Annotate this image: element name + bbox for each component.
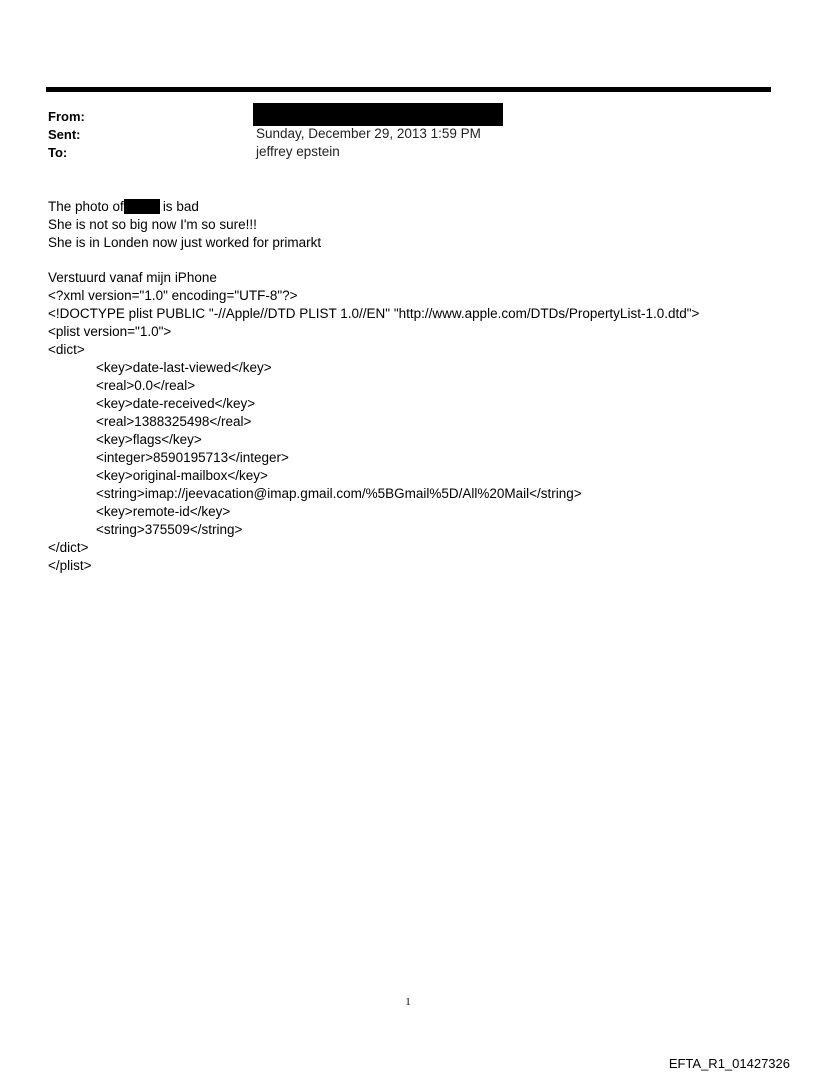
doctype-line: <!DOCTYPE plist PUBLIC "-//Apple//DTD PLIST 1.0//EN" "http://www.apple.com/DTDs/PropertyList-1.0.dtd"> <box>48 306 700 321</box>
dict-close: </dict> <box>48 540 89 555</box>
plist-close: </plist> <box>48 558 92 573</box>
message-line-3: She is in Londen now just worked for primarkt <box>48 235 322 250</box>
message-line-1 <box>48 198 199 216</box>
plist-entry: <key>date-last-viewed</key> <box>96 360 272 375</box>
plist-entry: <string>imap://jeevacation@imap.gmail.com/%5BGmail%5D/All%20Mail</string> <box>96 486 582 501</box>
document-id: EFTA_R1_01427326 <box>668 1056 790 1071</box>
to-value: jeffrey epstein <box>256 144 340 159</box>
sent-value: Sunday, December 29, 2013 1:59 PM <box>256 126 481 141</box>
message-line-1-prefix: The photo of <box>48 199 124 214</box>
plist-entry: <key>remote-id</key> <box>96 504 231 519</box>
sent-label: Sent: <box>48 127 81 142</box>
page-number: 1 <box>405 996 411 1008</box>
name-redaction <box>124 199 160 214</box>
xml-declaration: <?xml version="1.0" encoding="UTF-8"?> <box>48 288 298 303</box>
header-rule <box>46 87 771 92</box>
plist-entry: <key>flags</key> <box>96 432 202 447</box>
plist-open: <plist version="1.0"> <box>48 324 172 339</box>
message-line-2: She is not so big now I'm so sure!!! <box>48 217 257 232</box>
plist-entry: <integer>8590195713</integer> <box>96 450 289 465</box>
to-label: To: <box>48 145 68 160</box>
plist-entry: <real>0.0</real> <box>96 378 196 393</box>
plist-entry: <real>1388325498</real> <box>96 414 252 429</box>
plist-entry: <key>date-received</key> <box>96 396 256 411</box>
signature: Verstuurd vanaf mijn iPhone <box>48 270 217 285</box>
from-redaction <box>253 103 503 126</box>
message-line-1-suffix: is bad <box>162 199 199 214</box>
plist-entry: <key>original-mailbox</key> <box>96 468 268 483</box>
dict-open: <dict> <box>48 342 85 357</box>
plist-entry: <string>375509</string> <box>96 522 243 537</box>
from-label: From: <box>48 109 85 124</box>
